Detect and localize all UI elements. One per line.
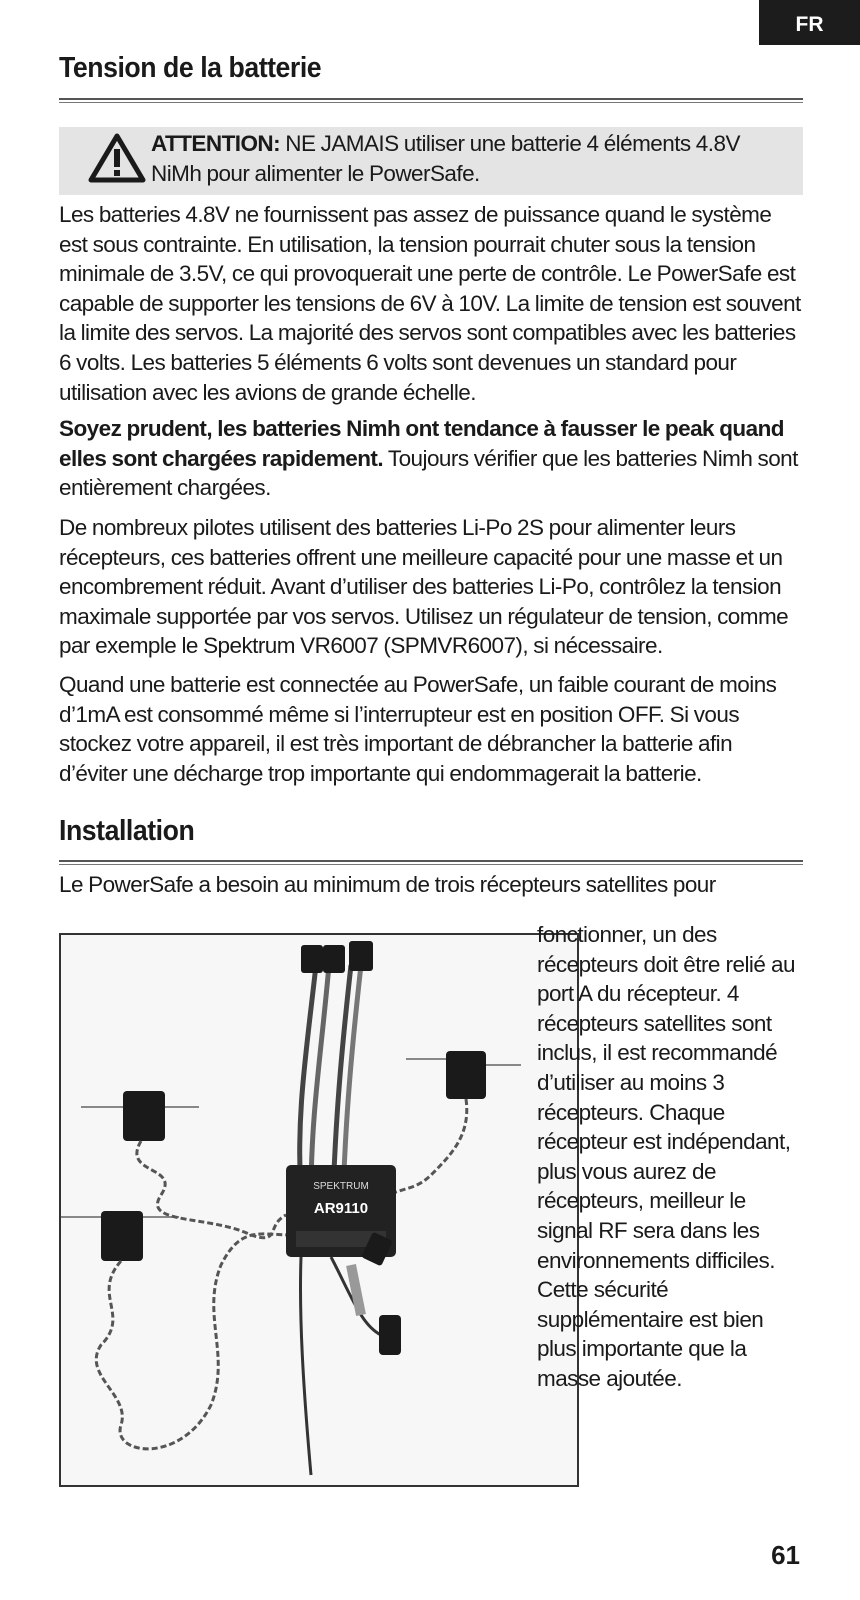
warning-label: ATTENTION:: [151, 131, 281, 156]
battery-paragraph-3: De nombreux pilotes utilisent des batteries Li-Po 2S pour alimenter leurs récepteurs, ces batteries offrent une meilleure capacité pour une masse et un encombrement réduit. Avant d’utiliser des batteries Li-Po, contrôlez la tension maximale supportée par vos servos. Utilisez un régulateur de tension, comme par exemple le Spektrum VR6007 (SPMVR6007), si nécessaire.: [59, 515, 789, 659]
battery-connector: [349, 941, 373, 971]
section-title-installation: Installation: [59, 815, 195, 847]
section-divider: [59, 860, 803, 865]
battery-paragraph-1: Les batteries 4.8V ne fournissent pas assez de puissance quand le système est sous contrainte. En utilisation, la tension pourrait chuter sous la tension minimale de 3.5V, ce qui provoquerait une perte de contrôle. Le PowerSafe est capable de supporter les tensions de 6V à 10V. La limite de tension est souvent la limite des servos. La majorité des servos sont compatibles avec les batteries 6 volts. Les batteries 5 éléments 6 volts sont devenues un standard pour utilisation avec les avions de grande échelle.: [59, 202, 801, 405]
language-tab: FR: [759, 0, 860, 45]
satellite-receiver: [123, 1091, 165, 1141]
battery-connector: [323, 945, 345, 973]
switch-plug: [379, 1315, 401, 1355]
receiver-model: AR9110: [313, 1200, 369, 1217]
warning-text: [151, 129, 791, 188]
installation-intro: Le PowerSafe a besoin au minimum de trois récepteurs satellites pour: [59, 872, 716, 897]
warning-triangle-icon: [87, 132, 147, 184]
warning-box: [59, 127, 803, 195]
section-divider: [59, 98, 803, 103]
satellite-receiver: [101, 1211, 143, 1261]
satellite-receiver: [446, 1051, 486, 1099]
receiver-brand: SPEKTRUM: [313, 1181, 369, 1192]
battery-caution-bold: Soyez prudent, les batteries Nimh ont tendance à fausser le peak quand elles sont chargées rapidement.: [59, 416, 784, 471]
page-number: 61: [771, 1540, 800, 1570]
battery-paragraph-4: Quand une batterie est connectée au PowerSafe, un faible courant de moins d’1mA est consommé même si l’interrupteur est en position OFF. Si vous stockez votre appareil, il est très important de débrancher la batterie afin d’éviter une décharge trop importante qui endommagerait la batterie.: [59, 672, 777, 786]
battery-paragraph-2: [59, 414, 803, 503]
installation-side-text: fonctionner, un des récepteurs doit être relié au port A du récepteur. 4 récepteurs satellites sont inclus, il est recommandé d’utiliser au moins 3 récepteurs. Chaque récepteur est indépendant, plus vous aurez de récepteurs, meilleur le signal RF sera dans les environnements difficiles. Cette sécurité supplémentaire est bien plus importante que la masse ajoutée.: [537, 922, 795, 1391]
section-title-battery: Tension de la batterie: [59, 52, 322, 84]
battery-caution-rest: Toujours vérifier que les batteries Nimh sont entièrement chargées.: [59, 445, 798, 501]
receiver-diagram: [61, 935, 577, 1485]
warning-message: NE JAMAIS utiliser une batterie 4 éléments 4.8V NiMh pour alimenter le PowerSafe.: [151, 131, 740, 186]
battery-connector: [301, 945, 323, 973]
receiver-setup-photo: [59, 933, 579, 1487]
